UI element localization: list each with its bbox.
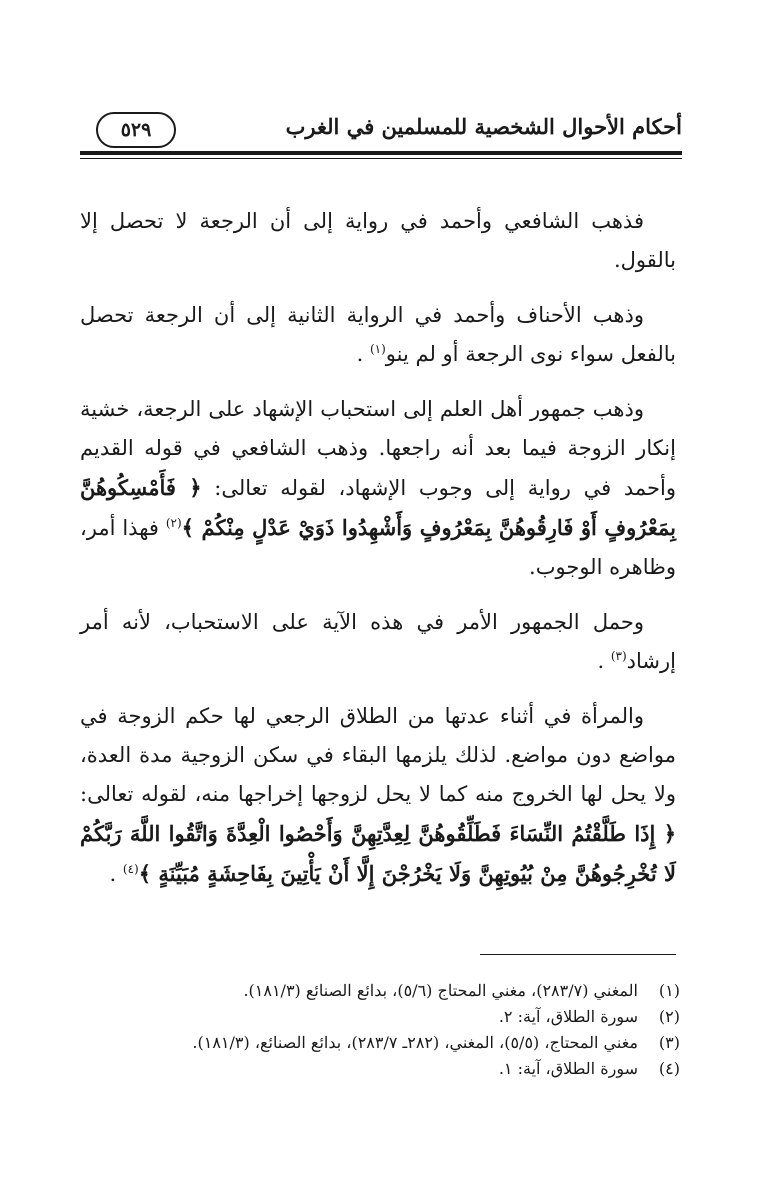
header-rule-thick [80,151,682,155]
paragraph [80,603,676,681]
footnote-text: المغني (٢٨٣/٧)، مغني المحتاج (٥/٦)، بدائع الصنائع (١٨١/٣). [243,981,638,1000]
footnote-text: سورة الطلاق، آية: ٢. [498,1007,638,1026]
paragraph [80,202,676,280]
footnote-ref: (٣) [610,649,627,663]
paragraph [80,697,676,894]
footnote-ref: (٤) [122,862,139,876]
footnote-item [84,1030,680,1056]
footnote-text: مغني المحتاج، (٥/٥)، المغني، (٢٨٢ـ ٢٨٣/٧)، بدائع الصنائع، (١٨١/٣). [192,1033,638,1052]
footnote-number: (١) [658,981,680,1000]
quran-verse: ﴿ فَأَمْسِكُوهُنَّ بِمَعْرُوفٍ أَوْ فَارِقُوهُنَّ بِمَعْرُوفٍ وَأَشْهِدُوا ذَوَيْ عَدْلٍ مِنْكُمْ ﴾ [80,475,676,540]
paragraph-text: وذهب جمهور أهل العلم إلى استحباب الإشهاد على الرجعة، خشية إنكار الزوجة فيما بعد أنه راجعها. وذهب الشافعي في قوله القديم وأحمد في رواية إلى وجوب الإشهاد، لقوله تعالى: [80,397,676,500]
paragraph-text: وحمل الجمهور الأمر في هذه الآية على الاستحباب، لأنه أمر إرشاد [80,610,676,673]
footnote-item [84,978,680,1004]
footnote-number: (٣) [658,1033,680,1052]
paragraph-text: وذهب الأحناف وأحمد في الرواية الثانية إلى أن الرجعة تحصل بالفعل سواء نوى الرجعة أو لم ينو [80,303,676,366]
footnote-number: (٢) [658,1007,680,1026]
paragraph-tail: . [356,342,364,366]
footnote-item [84,1004,680,1030]
page-number-badge: ٥٢٩ [96,112,176,148]
footnote-item [84,1056,680,1082]
paragraph-tail: فهذا أمر، وظاهره الوجوب. [80,516,676,579]
footnote-text: سورة الطلاق، آية: ١. [498,1059,638,1078]
paragraph-text: فذهب الشافعي وأحمد في رواية إلى أن الرجعة لا تحصل إلا بالقول. [80,209,676,272]
quran-verse: ﴿ إِذَا طَلَّقْتُمُ النِّسَاءَ فَطَلِّقُوهُنَّ لِعِدَّتِهِنَّ وَأَحْصُوا الْعِدَّةَ وَاتَّقُوا اللَّهَ رَبَّكُمْ لَا تُخْرِجُوهُنَّ مِنْ بُيُوتِهِنَّ وَلَا يَخْرُجْنَ إِلَّا أَنْ يَأْتِينَ بِفَاحِشَةٍ مُبَيِّنَةٍ ﴾ [80,821,676,886]
footnotes [84,978,680,1082]
paragraph-text: والمرأة في أثناء عدتها من الطلاق الرجعي لها حكم الزوجة في مواضع دون مواضع. لذلك يلزمها البقاء في سكن الزوجية مدة العدة، ولا يحل لها الخروج منه كما لا يحل لزوجها إخراجها منه، لقوله تعالى: [80,704,676,806]
footnote-separator [480,954,676,955]
footnote-ref: (٢) [165,516,182,530]
header-rule-thin [80,158,682,159]
paragraph-tail: . [597,649,605,673]
paragraph [80,296,676,374]
paragraph [80,390,676,587]
footnote-number: (٤) [658,1059,680,1078]
paragraph-tail: . [109,862,117,886]
main-text [80,202,676,894]
book-title: أحكام الأحوال الشخصية للمسلمين في الغرب [285,114,682,139]
footnote-ref: (١) [369,342,386,356]
